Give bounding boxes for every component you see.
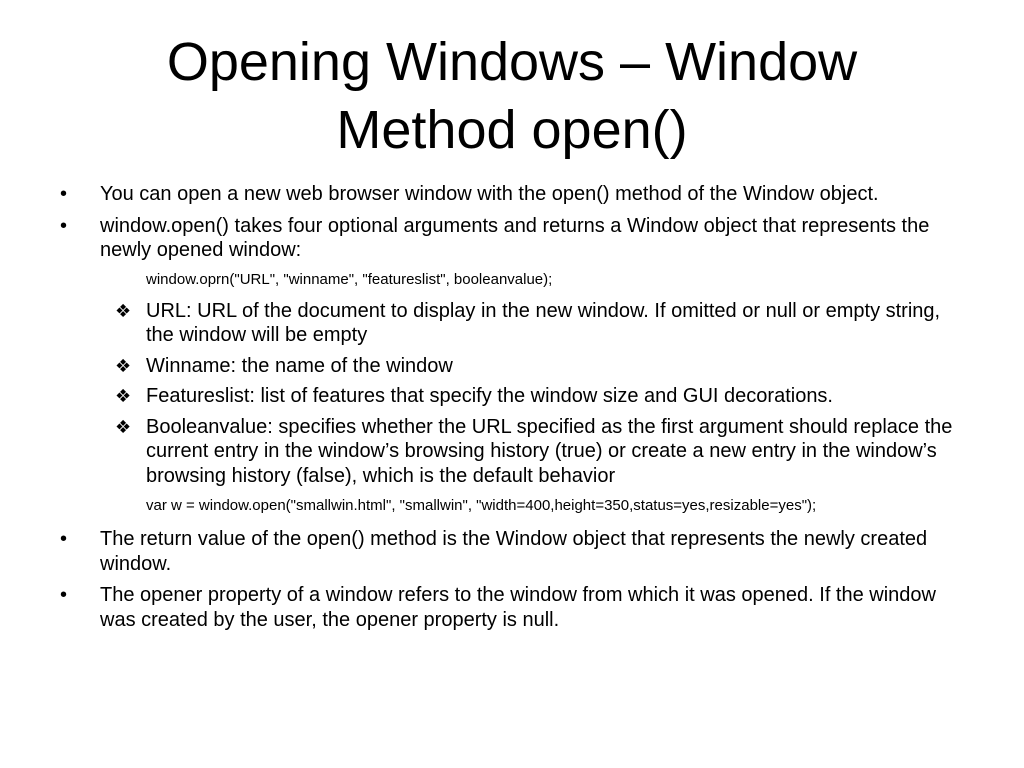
bullet-item (58, 182, 968, 207)
sub-bullet-item (58, 299, 968, 348)
slide-body (58, 182, 968, 639)
bullet-dot-icon: • (60, 528, 68, 550)
bullet-dot-icon: • (60, 584, 68, 606)
bullet-text: You can open a new web browser window with the open() method of the Window object. (100, 183, 879, 205)
sub-bullet-text: Winname: the name of the window (146, 354, 453, 377)
bullet-item (58, 527, 968, 576)
bullet-dot-icon: • (60, 183, 68, 205)
slide-title (60, 28, 964, 164)
diamond-bullet-icon: ❖ (115, 416, 132, 437)
bullet-dot-icon: • (60, 214, 68, 237)
sub-bullet-item (58, 354, 968, 379)
bullet-item (58, 583, 968, 632)
sub-bullet-text: Featureslist: list of features that specify the window size and GUI decorations. (146, 385, 833, 407)
sub-bullet-item (58, 384, 968, 409)
diamond-bullet-icon: ❖ (115, 386, 132, 406)
diamond-bullet-icon: ❖ (115, 355, 132, 376)
title-line-2: Method open() (336, 100, 688, 160)
bullet-text: window.open() takes four optional arguments and returns a Window object that represents the newly opened window: (100, 214, 930, 261)
sub-bullet-item (58, 415, 968, 489)
bullet-text: The return value of the open() method is the Window object that represents the newly created window. (100, 528, 928, 575)
bullet-text: The opener property of a window refers to the window from which it was opened. If the window was created by the user, the opener property is null. (100, 584, 936, 631)
sub-bullet-text: Booleanvalue: specifies whether the URL specified as the first argument should replace the current entry in the window’s browsing history (true) or create a new entry in the window’s browsing history (false), which is the default behavior (146, 415, 953, 487)
code-example: var w = window.open("smallwin.html", "smallwin", "width=400,height=350,status=yes,resizable=yes"); (146, 497, 817, 514)
diamond-bullet-icon: ❖ (115, 300, 132, 321)
title-line-1: Opening Windows – Window (166, 32, 858, 92)
bullet-item (58, 214, 968, 263)
sub-bullet-text: URL: URL of the document to display in the new window. If omitted or null or empty string, the window will be empty (146, 299, 941, 346)
code-signature: window.oprn("URL", "winname", "featureslist", booleanvalue); (146, 270, 553, 288)
